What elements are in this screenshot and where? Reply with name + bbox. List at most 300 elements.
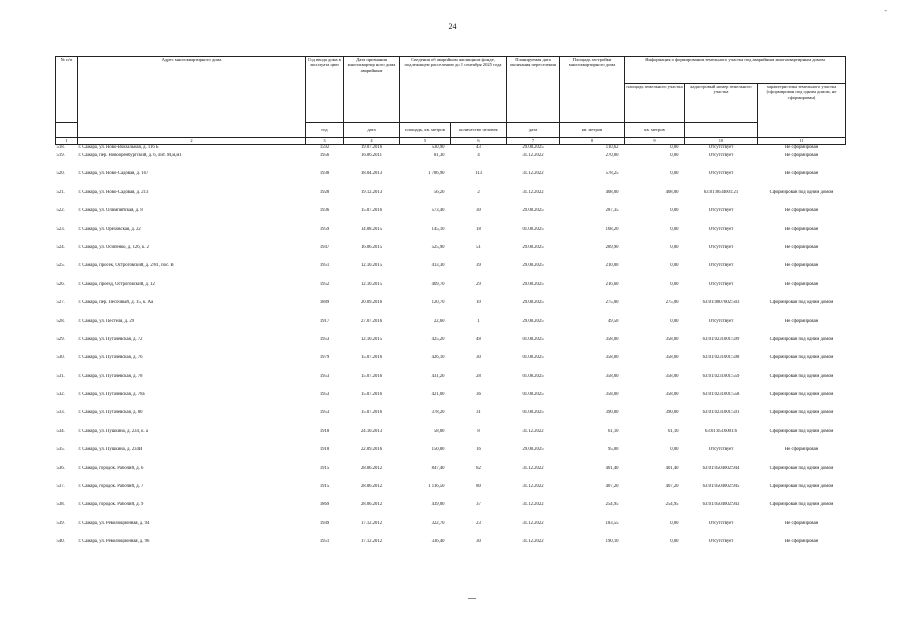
cadastral-cell: 63:01:0231001:591 [702, 410, 740, 416]
characteristic-cell: Не сформирован [784, 520, 819, 526]
year-cell: 1915 [319, 465, 330, 471]
planned-date-cell: 31.12.2022 [522, 171, 544, 177]
date-cell: 18.04.2013 [360, 171, 383, 177]
planned-date-cell: 31.12.2022 [522, 539, 544, 545]
row-number: 522. [56, 208, 65, 214]
cadastral-cell: 63:01:0504002:944 [702, 465, 740, 471]
row-number: 532. [56, 392, 65, 398]
emergency-housing-table [55, 56, 846, 558]
year-cell: 1869 [319, 502, 330, 508]
planned-date-cell: 29.08.2025 [522, 145, 544, 150]
built-area-cell: 254,95 [605, 502, 619, 508]
row-number: 530. [56, 355, 65, 361]
planned-date-cell: 31.12.2022 [522, 428, 544, 434]
page-number: 24 [448, 22, 457, 31]
table-row [56, 539, 846, 557]
row-number: 533. [56, 410, 65, 416]
land-area-cell: 0,00 [670, 226, 679, 232]
characteristic-cell: Сформирован под одним домом [769, 373, 834, 379]
address-cell: г. Самара, ул. Ново-Вокзальная, д. 116 Б [78, 145, 159, 150]
year-cell: 1592 [319, 145, 330, 150]
planned-date-cell: 01.08.2025 [522, 373, 544, 379]
built-area-cell: 270,00 [605, 153, 619, 158]
land-area-cell: 407,20 [665, 484, 679, 490]
date-cell: 27.07.2016 [360, 318, 383, 324]
people-cell: 37 [476, 502, 481, 508]
date-cell: 14.08.2015 [360, 226, 383, 232]
year-cell: 1928 [319, 189, 330, 195]
table-row [56, 429, 846, 447]
built-area-cell: 95,00 [607, 447, 619, 453]
table-row [56, 521, 846, 539]
land-area-cell: 0,00 [670, 244, 679, 250]
date-cell: 15.07.2016 [360, 208, 383, 214]
year-cell: 1953 [319, 410, 330, 416]
year-cell: 1951 [319, 539, 330, 545]
unit-sq-m-land: кв. метров [625, 123, 685, 138]
row-number: 540. [56, 539, 65, 545]
header-date-emergency: Дата признания многоквартир ного дома аварийным [344, 57, 400, 123]
table-row [56, 208, 846, 226]
row-number: 528. [56, 318, 65, 324]
row-number: 518. [56, 145, 65, 150]
characteristic-cell: Не сформирован [784, 318, 819, 324]
land-area-cell: 0,00 [670, 447, 679, 453]
table-row [56, 319, 846, 337]
built-area-cell: 401,40 [605, 465, 619, 471]
characteristic-cell: Сформирован под одним домом [769, 410, 834, 416]
area-cell: 150,80 [431, 447, 445, 453]
cadastral-cell: Отсутствует [708, 208, 734, 214]
characteristic-cell: Сформирован под одним домом [769, 355, 834, 361]
address-cell: г. Самара, городок. Рабочий, д. 7 [78, 484, 144, 490]
table-row [56, 300, 846, 318]
cadastral-cell: Отсутствует [708, 520, 734, 526]
year-cell: 1956 [319, 153, 330, 158]
address-cell: г. Самара, ул. Ореховская, д. 22 [78, 226, 141, 232]
area-cell: 530,90 [431, 145, 445, 150]
area-cell: 847,40 [431, 465, 445, 471]
row-number: 527. [56, 300, 65, 306]
year-cell: 1889 [319, 300, 330, 306]
planned-date-cell: 29.08.2025 [522, 244, 544, 250]
cadastral-cell: Отсутствует [708, 153, 734, 158]
characteristic-cell: Сформирован под одним домом [769, 502, 834, 508]
characteristic-cell: Не сформирован [784, 281, 819, 287]
area-cell: 413,30 [431, 263, 445, 269]
built-area-cell: 287,35 [605, 208, 619, 214]
unit-date: дата [344, 123, 400, 138]
area-cell: 145,10 [431, 226, 445, 232]
cadastral-cell: Отсутствует [708, 244, 734, 250]
land-area-cell: 358,00 [665, 373, 679, 379]
land-area-cell: 275,00 [665, 300, 679, 306]
people-cell: 80 [476, 484, 481, 490]
people-cell: 82 [476, 465, 481, 471]
characteristic-cell: Сформирован под одним домом [769, 189, 834, 195]
land-area-cell: 0,00 [670, 520, 679, 526]
table-row [56, 484, 846, 502]
table-row [56, 337, 846, 355]
people-cell: 48 [476, 336, 481, 342]
area-cell: 322,70 [431, 520, 445, 526]
cadastral-cell: Отсутствует [708, 263, 734, 269]
area-cell: 1 786,90 [428, 171, 445, 177]
cadastral-cell: 63:01:0504002:943 [702, 502, 740, 508]
people-cell: 8 [477, 428, 480, 434]
row-number: 524. [56, 244, 65, 250]
row-number: 537. [56, 484, 65, 490]
people-cell: 16 [476, 447, 481, 453]
planned-date-cell: 01.08.2025 [522, 226, 544, 232]
year-cell: 1918 [319, 447, 330, 453]
date-cell: 28.06.2012 [360, 465, 383, 471]
area-cell: 573,40 [431, 208, 445, 214]
characteristic-cell: Не сформирован [784, 153, 819, 158]
row-number: 536. [56, 465, 65, 471]
header-built-area: Площадь застройки многоквартирного дома [560, 57, 625, 123]
land-area-cell: 0,00 [670, 539, 679, 545]
land-area-cell: 408,00 [665, 189, 679, 195]
people-cell: 28 [476, 373, 481, 379]
column-number: 6 [451, 138, 507, 145]
area-cell: 22,60 [433, 318, 445, 324]
area-cell: 431,20 [431, 373, 445, 379]
area-cell: 56,20 [433, 189, 445, 195]
year-cell: 1936 [319, 208, 330, 214]
table-row [56, 355, 846, 373]
cadastral-cell: Отсутствует [708, 226, 734, 232]
column-number: 9 [625, 138, 685, 145]
date-cell: 19.07.2016 [360, 145, 383, 150]
year-cell: 1918 [319, 428, 330, 434]
row-number: 520. [56, 171, 65, 177]
table-row [56, 447, 846, 465]
table-header [56, 57, 846, 145]
row-number: 531. [56, 373, 65, 379]
address-cell: г. Самара, ул. Осипенко, д. 126, к. 2 [78, 244, 149, 250]
planned-date-cell: 01.08.2025 [522, 355, 544, 361]
column-number: 5 [400, 138, 451, 145]
cadastral-cell: Отсутствует [708, 539, 734, 545]
header-land-area: площадь земельного участка [625, 84, 685, 123]
land-area-cell: 0,00 [670, 263, 679, 269]
year-cell: 1953 [319, 336, 330, 342]
table-body [56, 145, 846, 558]
row-number: 526. [56, 281, 65, 287]
characteristic-cell: Не сформирован [784, 171, 819, 177]
unit-area: площадь, кв. метров [400, 123, 451, 138]
cadastral-cell: 63:01:0634001:21 [703, 189, 739, 195]
header-land-info: Информация о формировании земельного участка под аварийным многоквартирным домом [625, 57, 846, 84]
built-area-cell: 275,00 [605, 300, 619, 306]
built-area-cell: 408,00 [605, 189, 619, 195]
built-area-cell: 49,50 [607, 318, 619, 324]
people-cell: 30 [476, 355, 481, 361]
cadastral-cell: Отсутствует [708, 447, 734, 453]
address-cell: г. Самара, ул. Пугачевская, д. 80 [78, 410, 143, 416]
unit-year: год [306, 123, 344, 138]
area-cell: 421,00 [431, 392, 445, 398]
area-cell: 425,20 [431, 336, 445, 342]
planned-date-cell: 31.12.2022 [522, 502, 544, 508]
row-number: 529. [56, 336, 65, 342]
land-area-cell: 401,40 [665, 465, 679, 471]
unit-plan-date: дата [507, 123, 560, 138]
people-cell: 10 [476, 300, 481, 306]
area-cell: 439,00 [431, 502, 445, 508]
planned-date-cell: 29.08.2025 [522, 447, 544, 453]
cadastral-cell: 63:01:0231001:559 [702, 373, 740, 379]
built-area-cell: 358,00 [605, 373, 619, 379]
table-row [56, 153, 846, 171]
land-area-cell: 0,00 [670, 281, 679, 287]
area-cell: 378,20 [431, 410, 445, 416]
land-area-cell: 358,00 [665, 336, 679, 342]
row-number: 521. [56, 189, 65, 195]
header-cadastral: кадастровый номер земельного участка [685, 84, 758, 123]
characteristic-cell: Не сформирован [784, 226, 819, 232]
address-cell: г. Самара, ул. Пушкина, д. 234И [78, 447, 143, 453]
address-cell: г. Самара, ул. Революционная, д. 94 [78, 520, 150, 526]
address-cell: г. Самара, городок. Рабочий, д. 6 [78, 465, 144, 471]
planned-date-cell: 31.12.2022 [522, 520, 544, 526]
header-planned-date: Планируемая дата окончания переселения [507, 57, 560, 123]
cadastral-cell: 63:01:0504002:945 [702, 484, 740, 490]
corner-mark: - [884, 6, 887, 15]
column-number: 8 [560, 138, 625, 145]
planned-date-cell: 31.12.2022 [522, 153, 544, 158]
built-area-cell: 216,60 [605, 281, 619, 287]
people-cell: 23 [476, 520, 481, 526]
cadastral-cell: 63:01:0231001:558 [702, 392, 740, 398]
built-area-cell: 358,00 [605, 336, 619, 342]
date-cell: 19.12.2013 [360, 189, 383, 195]
cadastral-cell: 63:01:0807002:503 [702, 300, 740, 306]
table-row [56, 263, 846, 281]
people-cell: 4 [477, 153, 480, 158]
date-cell: 22.09.2016 [360, 447, 383, 453]
planned-date-cell: 01.08.2025 [522, 392, 544, 398]
unit-cadastral-blank [685, 123, 758, 138]
year-cell: 1938 [319, 171, 330, 177]
table-row [56, 374, 846, 392]
bottom-dash-mark [468, 598, 476, 599]
year-cell: 1915 [319, 484, 330, 490]
row-number: 539. [56, 520, 65, 526]
column-number: 1 [56, 138, 78, 145]
row-number: 523. [56, 226, 65, 232]
date-cell: 20.09.2016 [360, 300, 383, 306]
land-area-cell: 254,95 [665, 502, 679, 508]
table-row [56, 171, 846, 189]
area-cell: 409,70 [431, 281, 445, 287]
date-cell: 28.06.2012 [360, 484, 383, 490]
built-area-cell: 110,62 [605, 145, 619, 150]
planned-date-cell: 31.12.2022 [522, 465, 544, 471]
column-number: 7 [507, 138, 560, 145]
address-cell: г. Самара, ул. Пугачевская, д. 78а [78, 392, 145, 398]
cadastral-cell: Отсутствует [708, 145, 734, 150]
characteristic-cell: Не сформирован [784, 145, 819, 150]
date-cell: 12.10.2015 [360, 281, 383, 287]
characteristic-cell: Не сформирован [784, 447, 819, 453]
land-area-cell: 0,00 [670, 171, 679, 177]
people-cell: 113 [475, 171, 482, 177]
built-area-cell: 390,00 [605, 410, 619, 416]
header-year: Год ввода дома в эксплуата цию [306, 57, 344, 123]
people-cell: 1 [477, 318, 480, 324]
cadastral-cell: Отсутствует [708, 281, 734, 287]
area-cell: 1 116,50 [428, 484, 445, 490]
characteristic-cell: Сформирован под одним домом [769, 300, 834, 306]
address-cell: г. Самара, ул. Ново-Садовая, д. 167 [78, 171, 149, 177]
land-area-cell: 61,10 [667, 428, 679, 434]
unit-num-blank [56, 123, 78, 138]
people-cell: 30 [476, 539, 481, 545]
people-cell: 2 [477, 189, 480, 195]
planned-date-cell: 29.08.2025 [522, 263, 544, 269]
column-number: 3 [306, 138, 344, 145]
address-cell: г. Самара, ул. Пестеля, д. 29 [78, 318, 135, 324]
table-row [56, 282, 846, 300]
characteristic-cell: Сформирован под одним домом [769, 484, 834, 490]
planned-date-cell: 29.08.2025 [522, 281, 544, 287]
people-cell: 29 [476, 281, 481, 287]
date-cell: 12.10.2015 [360, 263, 383, 269]
header-fund-info: Сведения об аварийном жилищном фонде, подлежащем расселению до 1 сентября 2025 года [400, 57, 507, 123]
address-cell: г. Самара, пер. Песочный, д. 15, к. Аа [78, 300, 154, 306]
date-cell: 24.10.2013 [360, 428, 383, 434]
built-area-cell: 578,25 [605, 171, 619, 177]
built-area-cell: 168,20 [605, 226, 619, 232]
address-cell: г. Самара, ул. Пушкина, д. 234, к. а [78, 428, 148, 434]
year-cell: 1947 [319, 244, 330, 250]
column-number: 10 [685, 138, 758, 145]
unit-people: количество человек [451, 123, 507, 138]
cadastral-cell: 63:01:0516001:6 [704, 428, 738, 434]
area-cell: 81,30 [433, 153, 445, 158]
area-cell: 426,10 [431, 355, 445, 361]
address-cell: г. Самара, ул. Пугачевская, д. 78 [78, 373, 143, 379]
year-cell: 1917 [319, 318, 330, 324]
cadastral-cell: 63:01:0231001:598 [702, 355, 740, 361]
unit-sq-m: кв. метров [560, 123, 625, 138]
built-area-cell: 210,00 [605, 263, 619, 269]
column-number: 4 [344, 138, 400, 145]
land-area-cell: 358,00 [665, 392, 679, 398]
address-cell: г. Самара, проезд, Остроговский, д. 12 [78, 281, 155, 287]
date-cell: 28.06.2012 [360, 502, 383, 508]
table-row [56, 245, 846, 263]
people-cell: 30 [476, 208, 481, 214]
year-cell: 1953 [319, 373, 330, 379]
address-cell: г. Самара, ул. Ново-Садовая, д. 213 [78, 189, 149, 195]
table-row [56, 145, 846, 154]
date-cell: 15.07.2016 [360, 392, 383, 398]
area-cell: 58,80 [433, 428, 445, 434]
address-cell: г. Самара, просек, Остроговский, д. 2/81, пос. В [78, 263, 174, 269]
people-cell: 43 [476, 145, 481, 150]
year-cell: 1979 [319, 355, 330, 361]
column-number: 2 [78, 138, 306, 145]
land-area-cell: 358,00 [665, 355, 679, 361]
planned-date-cell: 31.12.2022 [522, 189, 544, 195]
land-area-cell: 0,00 [670, 208, 679, 214]
built-area-cell: 61,10 [607, 428, 619, 434]
date-cell: 17.12.2012 [360, 520, 383, 526]
date-cell: 12.10.2015 [360, 336, 383, 342]
header-num: № п/п [56, 57, 78, 123]
table-row [56, 190, 846, 208]
land-area-cell: 0,00 [670, 145, 679, 150]
address-cell: г. Самара, пер. Новооренбургский, д. 6, лит. М,м,м1 [78, 153, 182, 158]
row-number: 535. [56, 447, 65, 453]
built-area-cell: 358,00 [605, 392, 619, 398]
land-area-cell: 0,00 [670, 318, 679, 324]
table-row [56, 466, 846, 484]
built-area-cell: 358,00 [605, 355, 619, 361]
people-cell: 18 [476, 226, 481, 232]
year-cell: 1949 [319, 520, 330, 526]
people-cell: 36 [476, 392, 481, 398]
date-cell: 17.12.2012 [360, 539, 383, 545]
address-cell: г. Самара, ул. Пугачевская, д. 72 [78, 336, 143, 342]
year-cell: 1953 [319, 392, 330, 398]
land-area-cell: 0,00 [670, 153, 679, 158]
address-cell: г. Самара, ул. Олимпийская, д. 8 [78, 208, 143, 214]
table-row [56, 392, 846, 410]
date-cell: 15.07.2016 [360, 410, 383, 416]
characteristic-cell: Сформирован под одним домом [769, 428, 834, 434]
table-row [56, 502, 846, 520]
built-area-cell: 289,90 [605, 244, 619, 250]
planned-date-cell: 29.08.2025 [522, 208, 544, 214]
characteristic-cell: Сформирован под одним домом [769, 465, 834, 471]
cadastral-cell: Отсутствует [708, 171, 734, 177]
column-number: 11 [758, 138, 846, 145]
characteristic-cell: Сформирован под одним домом [769, 336, 834, 342]
characteristic-cell: Не сформирован [784, 208, 819, 214]
land-area-cell: 390,00 [665, 410, 679, 416]
characteristic-cell: Не сформирован [784, 539, 819, 545]
characteristic-cell: Не сформирован [784, 263, 819, 269]
address-cell: г. Самара, ул. Революционная, д. 96 [78, 539, 150, 545]
row-number: 538. [56, 502, 65, 508]
date-cell: 15.07.2016 [360, 373, 383, 379]
area-cell: 336,40 [431, 539, 445, 545]
planned-date-cell: 29.08.2025 [522, 318, 544, 324]
planned-date-cell: 01.08.2025 [522, 336, 544, 342]
year-cell: 1959 [319, 226, 330, 232]
characteristic-cell: Не сформирован [784, 244, 819, 250]
row-number: 534. [56, 428, 65, 434]
date-cell: 16.06.2011 [361, 153, 382, 158]
characteristic-cell: Сформирован под одним домом [769, 392, 834, 398]
area-cell: 525,90 [431, 244, 445, 250]
table-row [56, 410, 846, 428]
cadastral-cell: Отсутствует [708, 318, 734, 324]
built-area-cell: 190,10 [605, 539, 619, 545]
header-address: Адрес многоквартирного дома [78, 57, 306, 138]
row-number: 519. [56, 153, 65, 158]
year-cell: 1952 [319, 281, 330, 287]
date-cell: 16.06.2015 [360, 244, 383, 250]
header-characteristic: характеристика земельного участка (сформирован под одним домом, не сформирован) [758, 84, 846, 138]
planned-date-cell: 01.08.2025 [522, 410, 544, 416]
people-cell: 39 [476, 263, 481, 269]
table-row [56, 227, 846, 245]
